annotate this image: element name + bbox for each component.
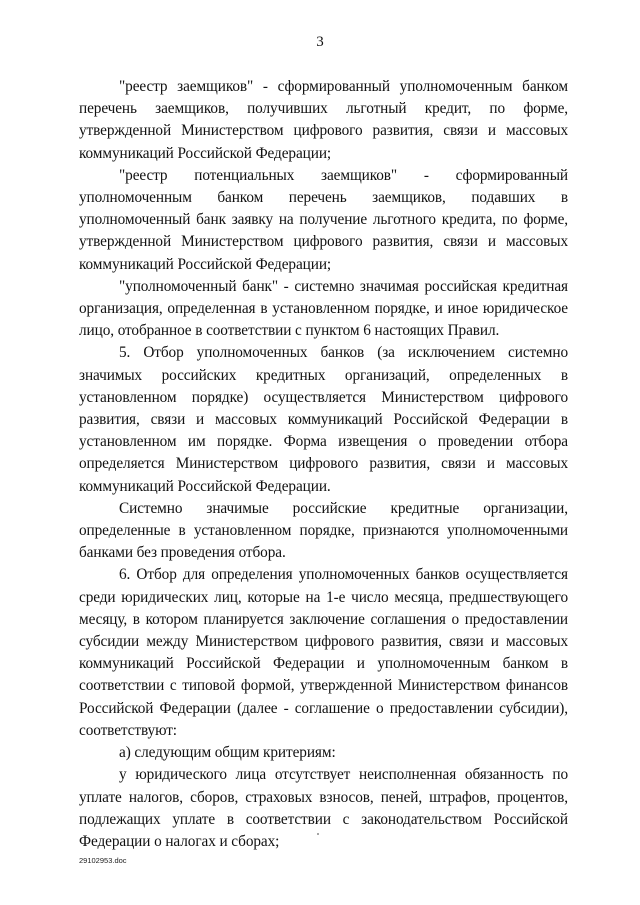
paragraph-tax-obligation: у юридического лица отсутствует неисполненная обязанность по уплате налогов, сборов, страховых взносов, пеней, штрафов, процентов, подлежащих уплате в соответствии с законодательством Российской Федерации о налогах и сборах; [79, 766, 568, 850]
paragraph-general-criteria: а) следующим общим критериям: [119, 744, 336, 762]
scan-speck [317, 833, 319, 835]
paragraph-section-6: 6. Отбор для определения уполномоченных банков осуществляется среди юридических лиц, которые на 1-е число месяца, предшествующего месяцу, в котором планируется заключение соглашения о предоставлении субсидии между Министерством цифрового развития, связи и массовых коммуникаций Российской Федерации и уполномоченным банком в соответствии с типовой формой, утвержденной Министерством финансов Российской Федерации (далее - соглашение о предоставлении субсидии), соответствуют: [79, 566, 568, 739]
paragraph-section-5: 5. Отбор уполномоченных банков (за исключением системно значимых российских кредитных организаций, определенных в установленном порядке) осуществляется Министерством цифрового развития, связи и массовых коммуникаций Российской Федерации в установленном им порядке. Форма извещения о проведении отбора определяется Министерством цифрового развития, связи и массовых коммуникаций Российской Федерации. [79, 344, 568, 495]
paragraph-authorized-bank: "уполномоченный банк" - системно значимая российская кредитная организация, определенная в установленном порядке, и иное юридическое лицо, отобранное в соответствии с пунктом 6 настоящих Правил. [79, 277, 568, 340]
document-body [79, 76, 568, 853]
page-number: 3 [316, 34, 324, 50]
paragraph-registry-borrowers: "реестр заемщиков" - сформированный уполномоченным банком перечень заемщиков, получивших льготный кредит, по форме, утвержденной Министерством цифрового развития, связи и массовых коммуникаций Российской Федерации; [79, 78, 568, 162]
paragraph-systemic-banks: Системно значимые российские кредитные организации, определенные в установленном порядке, признаются уполномоченными банками без проведения отбора. [79, 499, 568, 562]
footer-doc-id: 29102953.doc [79, 856, 127, 865]
paragraph-registry-potential-borrowers: "реестр потенциальных заемщиков" - сформированный уполномоченным банком перечень заемщиков, подавших в уполномоченный банк заявку на получение льготного кредита, по форме, утвержденной Министерством цифрового развития, связи и массовых коммуникаций Российской Федерации; [79, 166, 568, 273]
